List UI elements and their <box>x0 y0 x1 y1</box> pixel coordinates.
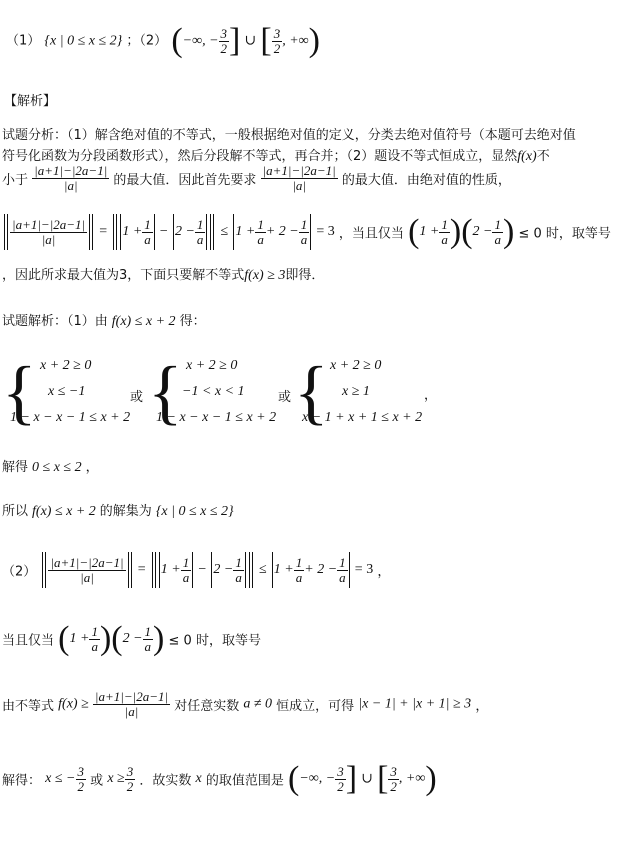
or-label: 或 <box>130 390 144 405</box>
analysis-line-3: 小于 $\frac{|a+1|-|2a-1|}{|a|}$ 的最大值．因此首先要求 $\frac{|a+1|-|2a-1|}{|a|}$ 的最大值．由绝对值的性质， <box>2 163 511 193</box>
system-comma: ， <box>424 388 438 403</box>
answer-separator: ；（2） <box>126 33 168 49</box>
analysis-line-2: 符号化函数为分段函数形式），然后分段解不等式，再合并；（2）题设不等式恒成立，显然f(x)不 <box>2 149 550 164</box>
solution-part2-inequality: （2） $\frac{|a+1|-|2a-1|}{|a|}$ = 1 + $\frac{1}{a}$ − 2 − $\frac{1}{a}$ ≤ 1 + $\frac{1}{a}$ + 2 − $\frac{1}{a}$ = 3 ， <box>2 552 390 588</box>
inequality-system-3: { x + 2 ≥ 0 x ≥ 1 x − 1 + x + 1 ≤ x + 2 <box>294 352 423 432</box>
inequality-system-1: { x + 2 ≥ 0 x ≤ −1 1 − x − x − 1 ≤ x + 2 <box>2 352 131 432</box>
abs-fraction: $\frac{|a+1|-|2a-1|}{|a|}$ <box>94 689 169 719</box>
section-header: 【解析】 <box>4 94 57 109</box>
result-line-2: 所以 f(x) ≤ x + 2 的解集为 {x | 0 ≤ x ≤ 2} <box>2 504 234 519</box>
abs-fraction: $\frac{|a+1|-|2a-1|}{|a|}$ <box>262 163 336 193</box>
analysis-line-1: 试题分析：（1）解含绝对值的不等式，一般根据绝对值的定义，分类去绝对值符号（本题可去绝对值 <box>2 128 576 143</box>
inequality-condition: 由不等式 f(x) ≥ $\frac{|a+1|-|2a-1|}{|a|}$ 对任意实数 a ≠ 0 恒成立，可得 |x − 1| + |x + 1| ≥ 3 ， <box>2 689 489 719</box>
fraction: $\frac{3}{2}$ <box>273 25 281 56</box>
equality-condition: 当且仅当 (1 + $\frac{1}{a}$ )(2 − $\frac{1}{a}$ ) ≤ 0 时，取等号 <box>2 620 261 657</box>
analysis-line-5: ，因此所求最大值为3，下面只要解不等式f(x) ≥ 3即得． <box>2 268 325 283</box>
or-label: 或 <box>278 390 292 405</box>
final-answer: 解得： x ≤ − $\frac{3}{2}$ 或 x ≥ $\frac{3}{2}$ ．故实数 x 的取值范围是 (−∞, − $\frac{3}{2}$ ] ∪ [ $\frac{3}{2}$ , +∞) <box>2 760 437 797</box>
analysis-line-4: $\frac{|a+1|-|2a-1|}{|a|}$ = 1 + $\frac{1}{a}$ − 2 − $\frac{1}{a}$ ≤ 1 + $\frac{1}{a}$ + 2 − $\frac{1}{a}$ = 3 ，当且仅当 (1 + $\frac{1}{a}$ )(2 − $\frac{1}{a}$ ) ≤ 0 时，取等号 <box>2 214 611 250</box>
fraction: $\frac{3}{2}$ <box>220 25 228 56</box>
solution-intro: 试题解析：（1）由 f(x) ≤ x + 2 得： <box>2 314 206 329</box>
abs-fraction: $\frac{|a+1|-|2a-1|}{|a|}$ <box>50 554 124 585</box>
abs-fraction: $\frac{|a+1|-|2a-1|}{|a|}$ <box>12 216 86 247</box>
abs-fraction: $\frac{|a+1|-|2a-1|}{|a|}$ <box>34 163 108 193</box>
answer-part1-label: （1） <box>6 33 41 49</box>
inequality-system-2: { x + 2 ≥ 0 −1 < x < 1 1 − x − x − 1 ≤ x + 2 <box>148 352 277 432</box>
result-line-1: 解得 0 ≤ x ≤ 2 ， <box>2 460 99 475</box>
answer-set: {x | 0 ≤ x ≤ 2} <box>44 33 123 49</box>
answer-line: （1） {x | 0 ≤ x ≤ 2} ；（2） (−∞, − $\frac{3}{2}$ ] ∪ [ $\frac{3}{2}$ , +∞) <box>6 22 320 59</box>
